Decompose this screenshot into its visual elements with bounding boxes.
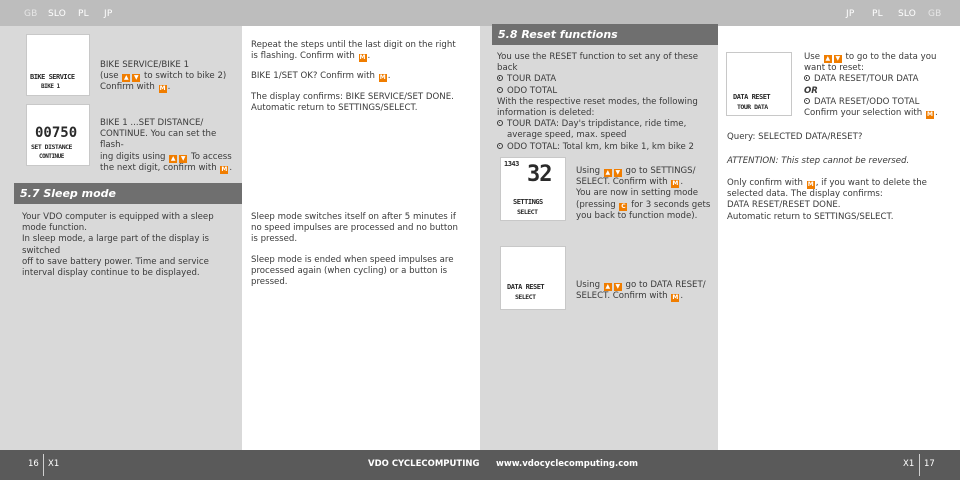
text-line: TOUR DATA	[507, 74, 557, 85]
brand-footer: VDO CYCLECOMPUTING	[368, 459, 480, 469]
text-line: off to save battery power. Time and service	[22, 256, 209, 267]
text-line: SELECT. Confirm with	[576, 177, 671, 188]
text-line: Only confirm with	[727, 178, 806, 188]
text-line: With the respective reset modes, the following	[497, 96, 698, 107]
bullet-icon	[497, 87, 503, 93]
text-line: Sleep mode is ended when speed impulses are	[251, 254, 454, 265]
sleep-mode-details	[251, 212, 476, 288]
text-line: no speed impulses are processed and no button	[251, 223, 458, 234]
model-right: X1	[903, 459, 915, 469]
down-key-icon: ▼	[835, 55, 841, 62]
text-line: to go to the data you	[842, 52, 937, 62]
text-line: DATA RESET/ODO TOTAL	[814, 96, 920, 107]
c-key-icon: C	[621, 202, 626, 210]
up-key-icon: ▲	[825, 55, 831, 62]
text-line: In sleep mode, a large part of the display is switched	[22, 234, 209, 256]
m-key-icon: M	[159, 85, 166, 93]
text-line: selected data. The display confirms:	[727, 189, 883, 200]
text-line: (pressing	[576, 199, 619, 210]
lang-pl[interactable]: PL	[872, 9, 883, 19]
sleep-mode-intro	[22, 212, 240, 279]
language-bar-right	[480, 0, 960, 26]
down-key-icon: ▼	[615, 283, 621, 290]
text-line: SELECT. Confirm with	[576, 291, 671, 302]
text-line: , if you want to delete the	[815, 178, 927, 188]
text-line: CONTINUE. You can set the flash-	[100, 129, 217, 151]
language-bar-left	[0, 0, 480, 26]
m-key-icon: M	[221, 165, 228, 173]
text-line: .	[680, 291, 684, 302]
text-line: pressed.	[251, 277, 288, 288]
text-line: to switch to bike 2)	[141, 71, 227, 82]
footer-divider	[919, 454, 920, 476]
lcd-text: BIKE 1	[41, 83, 60, 90]
settings-step-text	[576, 166, 716, 222]
query-text: Query: SELECTED DATA/RESET?	[727, 132, 863, 142]
lcd-text: BIKE SERVICE	[30, 73, 75, 81]
text-line: go to SETTINGS/	[622, 166, 696, 176]
text-line: ODO TOTAL	[507, 85, 558, 96]
lcd-digits: 00750	[35, 125, 78, 141]
m-key-icon: M	[807, 181, 814, 188]
text-line: .	[167, 82, 171, 93]
text-line: is flashing. Confirm with	[251, 51, 358, 62]
bullet-icon	[804, 75, 810, 81]
text-line: DATA RESET/TOUR DATA	[814, 74, 919, 85]
attention-note: ATTENTION: This step cannot be reversed.	[727, 156, 910, 166]
text-line: Use	[804, 52, 823, 62]
lang-pl[interactable]: PL	[78, 9, 89, 19]
lang-jp[interactable]: JP	[846, 9, 855, 19]
text-line: Sleep mode switches itself on after 5 minutes if	[251, 212, 456, 222]
text-line: (use	[100, 71, 122, 82]
text-line: BIKE SERVICE/BIKE 1	[100, 60, 190, 70]
text-line: go to DATA RESET/	[622, 280, 706, 290]
select-data-text	[804, 52, 956, 119]
bullet-icon	[497, 120, 503, 126]
text-line: mode function.	[22, 223, 87, 234]
lcd-text: SETTINGS	[513, 198, 543, 206]
bike-service-text	[100, 60, 242, 94]
text-line: average speed, max. speed	[507, 130, 627, 141]
lcd-data-reset-select	[500, 246, 566, 310]
section-title-reset-functions: 5.8 Reset functions	[492, 24, 718, 45]
text-line: .	[367, 51, 371, 62]
lcd-text: SELECT	[515, 293, 536, 301]
text-line: ing digits using	[100, 151, 169, 162]
text-line: Using	[576, 280, 603, 290]
text-line: .	[934, 108, 938, 119]
lcd-time: 1343	[504, 160, 519, 168]
lcd-settings-select	[500, 157, 566, 221]
text-line: processed again (when cycling) or a button is	[251, 265, 448, 276]
lcd-speed: 32	[527, 162, 552, 187]
up-key-icon: ▲	[605, 283, 611, 290]
up-key-icon: ▲	[605, 169, 611, 176]
set-distance-text	[100, 118, 242, 174]
text-line: Automatic return to SETTINGS/SELECT.	[251, 102, 418, 113]
text-line: the next digit, confirm with	[100, 162, 220, 173]
text-line: Your VDO computer is equipped with a sleep	[22, 212, 214, 222]
text-line: information is deleted:	[497, 108, 595, 119]
bullet-icon	[497, 143, 503, 149]
m-key-icon: M	[672, 294, 679, 302]
text-line: Repeat the steps until the last digit on the right	[251, 40, 456, 50]
text-line: OR	[804, 85, 818, 96]
lang-jp[interactable]: JP	[104, 9, 113, 19]
down-key-icon: ▼	[180, 154, 186, 162]
bullet-icon	[804, 98, 810, 104]
text-line: .	[229, 162, 233, 173]
lcd-set-distance	[26, 104, 90, 166]
text-line: want to reset:	[804, 63, 864, 74]
section-title-sleep-mode: 5.7 Sleep mode	[14, 183, 242, 204]
up-key-icon: ▲	[170, 154, 176, 162]
text-line: DATA RESET/RESET DONE.	[727, 200, 841, 211]
text-line: TOUR DATA: Day's tripdistance, ride time,	[507, 119, 687, 130]
reset-intro	[497, 52, 715, 153]
confirm-delete-text	[727, 178, 955, 223]
lang-slo[interactable]: SLO	[898, 9, 917, 19]
lcd-text: DATA RESET	[507, 283, 545, 291]
data-reset-step-text	[576, 280, 716, 302]
page-number-left: 16	[28, 459, 39, 469]
website-link[interactable]: www.vdocyclecomputing.com	[496, 459, 638, 469]
footer-divider	[43, 454, 44, 476]
model-left: X1	[48, 459, 60, 469]
page-footer	[0, 450, 960, 480]
text-line: You use the RESET function to set any of these back	[497, 52, 699, 74]
repeat-steps-text	[251, 40, 476, 114]
text-line: The display confirms: BIKE SERVICE/SET DONE.	[251, 91, 454, 102]
lcd-text: SET DISTANCE	[31, 143, 72, 151]
down-key-icon: ▼	[133, 74, 139, 82]
m-key-icon: M	[359, 54, 366, 62]
text-line: ODO TOTAL: Total km, km bike 1, km bike 2	[507, 141, 695, 152]
text-line: BIKE 1 ...SET DISTANCE/	[100, 118, 204, 128]
text-line: for 3 seconds gets	[628, 199, 711, 210]
lang-slo[interactable]: SLO	[48, 9, 67, 19]
text-line: Using	[576, 166, 603, 176]
text-line: Confirm with	[100, 82, 158, 93]
up-key-icon: ▲	[123, 74, 129, 82]
text-line: .	[680, 177, 684, 188]
lcd-text: DATA RESET	[733, 93, 771, 101]
m-key-icon: M	[672, 180, 679, 188]
lcd-text: CONTINUE	[39, 153, 64, 160]
text-line: .	[387, 71, 391, 82]
m-key-icon: M	[379, 74, 386, 82]
text-line: is pressed.	[251, 234, 298, 245]
text-line: To access	[188, 151, 232, 162]
text-line: you back to function mode).	[576, 210, 698, 221]
lcd-data-reset-tour	[726, 52, 792, 116]
bullet-icon	[497, 75, 503, 81]
page-number-right: 17	[924, 459, 935, 469]
text-line: You are now in setting mode	[576, 188, 699, 199]
text-line: Confirm your selection with	[804, 108, 925, 119]
text-line: interval display continue to be displayed.	[22, 268, 200, 279]
lang-gb[interactable]: GB	[24, 9, 38, 19]
lang-gb[interactable]: GB	[928, 9, 942, 19]
lcd-text: TOUR DATA	[737, 103, 768, 111]
text-line: Automatic return to SETTINGS/SELECT.	[727, 211, 894, 222]
lcd-bike-service	[26, 34, 90, 96]
down-key-icon: ▼	[615, 169, 621, 176]
text-line: BIKE 1/SET OK? Confirm with	[251, 71, 378, 82]
m-key-icon: M	[926, 111, 933, 119]
lcd-text: SELECT	[517, 208, 538, 216]
